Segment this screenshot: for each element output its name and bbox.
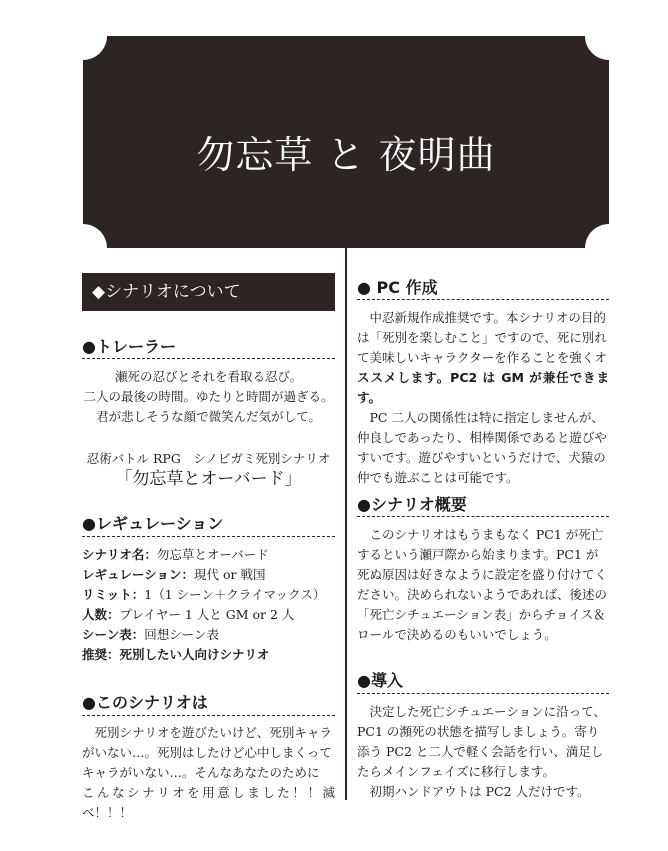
- scenario-title: 「勿忘草とオーバード」: [115, 469, 302, 489]
- text-line: たらメインフェイズに移行します。: [357, 764, 556, 779]
- page-title: 勿忘草 と 夜明曲: [196, 133, 496, 177]
- trailer-heading: ●トレーラー: [82, 337, 176, 356]
- text-line: このシナリオはもうまもなく PC1 が死亡: [369, 527, 604, 542]
- trailer-line: 二人の最後の時間。ゆたりと時間が過ぎる。: [83, 389, 334, 404]
- section-bar: ◆シナリオについて: [82, 273, 335, 311]
- column-divider: [345, 248, 347, 800]
- regulation-row: 推奨：死別したい人向けシナリオ: [82, 647, 270, 662]
- text-line: こんなシナリオを用意しました！！滅べ！！！: [82, 785, 335, 820]
- text-line: すいです。遊びやすいというだけで、犬猿の: [357, 450, 606, 465]
- trailer-line: 瀬死の忍びとそれを看取る忍び。: [114, 369, 302, 384]
- text-line: ロールで決めるのもいいでしょう。: [357, 627, 557, 642]
- text-line: 決定した死亡シチュエーションに沿って、: [369, 704, 606, 719]
- text-line: するという瀬戸際から始まります。PC1 が: [357, 547, 599, 562]
- text-line: PC 二人の関係性は特に指定しませんが、: [369, 410, 604, 425]
- dashed-rule: [82, 536, 335, 537]
- text-line: 仲良しであったり、相棒関係であると遊びや: [357, 430, 607, 445]
- text-line: 初期ハンドアウトは PC2 人だけです。: [369, 784, 590, 799]
- intro-heading: ●導入: [357, 671, 403, 690]
- about-text: [82, 723, 335, 823]
- text-line: 添う PC2 と二人で軽く会話を行い、満足し: [357, 744, 604, 759]
- pc-heading: ● PC 作成: [357, 278, 438, 297]
- corner-notch: [83, 36, 107, 60]
- dashed-rule: [357, 516, 609, 517]
- dashed-rule: [357, 693, 609, 694]
- text-line: は「死別を楽しむこと」ですので、死に別れ: [357, 330, 607, 345]
- text-line: PC1 の瀕死の状態を描写しましょう。寄り: [357, 724, 600, 739]
- regulation-heading: ●レギュレーション: [82, 514, 224, 533]
- trailer-text: [82, 367, 335, 427]
- trailer-subtitle: 忍術バトル RPG シノビガミ死別シナリオ: [86, 451, 331, 466]
- text-line: がいない…。死別はしたけど心中しまくって: [82, 745, 332, 760]
- regulation-row: シーン表：回想シーン表: [82, 627, 220, 642]
- text-line: ススメします。PC2 は GM が兼任できます。: [357, 370, 609, 405]
- text-line: て美味しいキャラクターを作ることを強くオ: [357, 350, 607, 365]
- corner-notch: [585, 224, 609, 248]
- text-line: 中忍新規作成推奨です。本シナリオの目的: [369, 310, 606, 325]
- regulation-row: レギュレーション：現代 or 戦国: [82, 567, 266, 582]
- dashed-rule: [82, 358, 335, 359]
- regulation-row: 人数：プレイヤー 1 人と GM or 2 人: [82, 607, 295, 622]
- dashed-rule: [82, 715, 335, 716]
- overview-heading: ●シナリオ概要: [357, 495, 467, 514]
- text-line: 仲でも遊ぶことは可能です。: [357, 470, 519, 485]
- text-line: 「死亡シチュエーション表」からチョイス＆: [357, 607, 606, 622]
- regulation-row: リミット：1（1 シーン＋クライマックス）: [82, 587, 326, 602]
- text-line: キャラがいない…。そんなあなたのために: [82, 765, 320, 780]
- text-line: ださい。決められないようであれば、後述の: [357, 587, 608, 602]
- dashed-rule: [357, 299, 609, 300]
- regulation-list: [82, 545, 335, 665]
- title-banner: [83, 36, 609, 248]
- corner-notch: [83, 224, 107, 248]
- pc-text: [357, 308, 609, 488]
- trailer-line: 君が悲しそうな顔で微笑んだ気がして。: [96, 409, 321, 424]
- text-line: 死別シナリオを遊びたいけど、死別キャラ: [94, 725, 332, 740]
- overview-text: [357, 525, 609, 645]
- corner-notch: [585, 36, 609, 60]
- text-line: 死ぬ原因は好きなように設定を盛り付けてく: [357, 567, 608, 582]
- regulation-row: シナリオ名：勿忘草とオーバード: [82, 547, 269, 562]
- about-heading: ●このシナリオは: [82, 693, 208, 712]
- intro-text: [357, 702, 609, 802]
